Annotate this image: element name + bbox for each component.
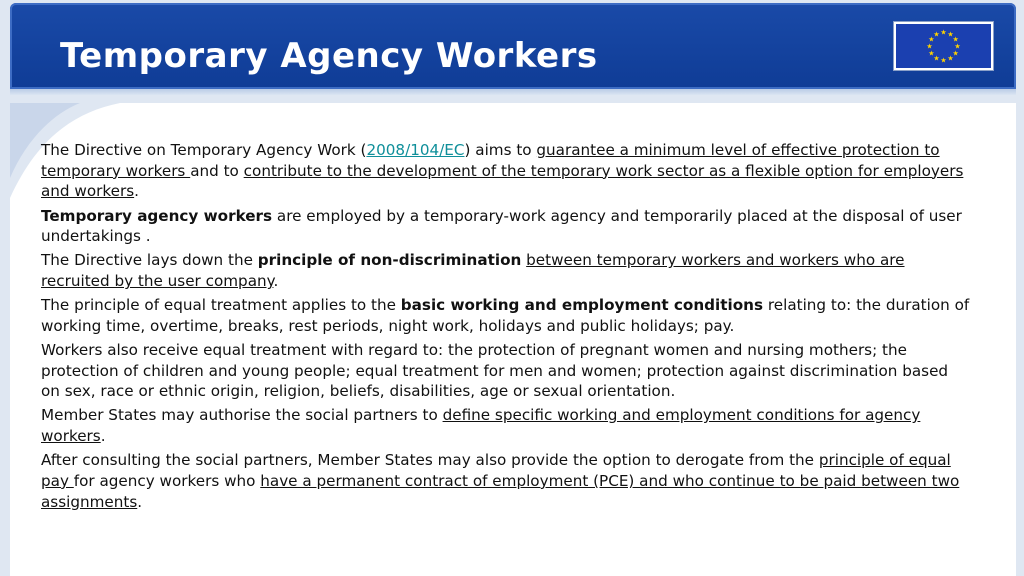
directive-link[interactable]: 2008/104/EC [366,141,465,159]
paragraph-4: The principle of equal treatment applies to the basic working and employment conditions relating to: the duration of working time, overtime, breaks, rest periods, night work, holidays and public holidays; pay. [41,296,970,335]
svg-text:★: ★ [926,42,933,51]
paragraph-2: Temporary agency workers are employed by a temporary-work agency and temporarily placed at the disposal of user undertakings . [41,206,962,246]
svg-text:★: ★ [933,30,940,39]
svg-text:★: ★ [940,28,947,37]
svg-text:★: ★ [952,35,959,44]
slide-body [41,140,971,516]
paragraph-5: Workers also receive equal treatment with regard to: the protection of pregnant women and nursing mothers; the protection of children and young people; equal treatment for men and women; protection against discrimination based on sex, race or ethnic origin, religion, beliefs, disabilities, age or sexual orientation. [41,340,949,401]
eu-flag-icon [893,21,994,71]
paragraph-1: The Directive on Temporary Agency Work (2008/104/EC) aims to guarantee a minimum level of effective protection to temporary workers and to contribute to the development of the temporary work sector as a flexible option for employers and workers. [41,141,964,201]
svg-text:★: ★ [933,54,940,63]
paragraph-7: After consulting the social partners, Member States may also provide the option to derogate from the principle of equal pay for agency workers who have a permanent contract of employment (PCE) and who continue to be paid between two assignments. [41,451,960,511]
slide-title: Temporary Agency Workers [60,36,598,76]
svg-text:★: ★ [940,56,947,65]
header-divider [10,89,1016,95]
svg-text:★: ★ [954,42,961,51]
paragraph-3: The Directive lays down the principle of non-discrimination between temporary workers and workers who are recruited by the user company. [41,251,905,290]
svg-text:★: ★ [928,35,935,44]
svg-text:★: ★ [947,30,954,39]
svg-text:★: ★ [947,54,954,63]
svg-text:★: ★ [928,49,935,58]
eu-stars [896,24,991,68]
svg-text:★: ★ [952,49,959,58]
paragraph-6: Member States may authorise the social partners to define specific working and employment conditions for agency workers. [41,406,921,446]
